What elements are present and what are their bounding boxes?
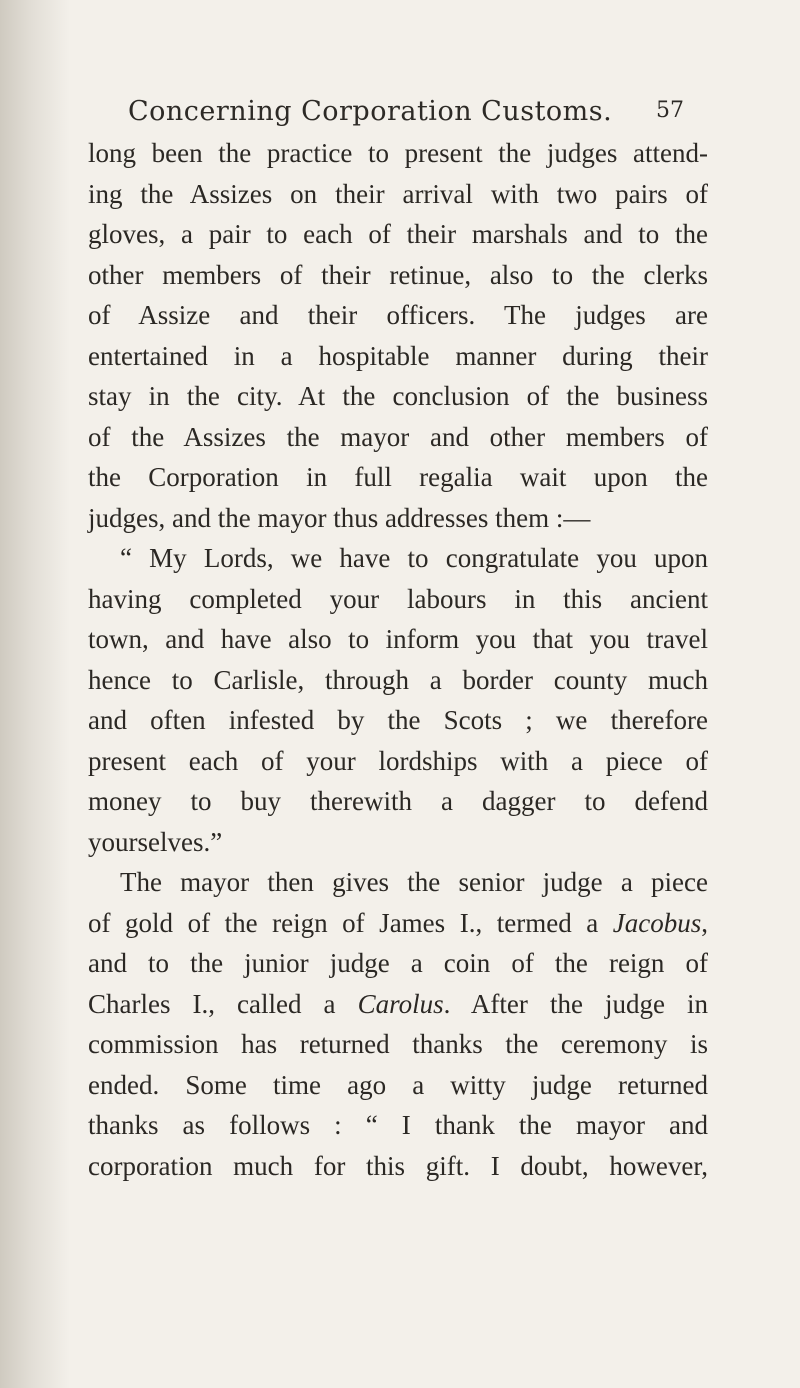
text-line [88, 984, 708, 1025]
text-line [88, 903, 708, 944]
text-fragment: , [701, 907, 708, 938]
text-line: thanks as follows : “ I thank the mayor and [88, 1110, 708, 1140]
italic-term: Jacobus [612, 907, 702, 938]
text-line: The mayor then gives the senior judge a piece [120, 867, 708, 897]
italic-term: Carolus [357, 988, 444, 1019]
text-line: and to the junior judge a coin of the reign of [88, 948, 708, 978]
text-fragment: Charles I., called a [88, 988, 358, 1019]
text-fragment: . After the judge in [443, 988, 709, 1019]
text-line: of Assize and their officers. The judges are [88, 300, 708, 330]
text-line: town, and have also to inform you that you travel [88, 624, 708, 654]
body-text [88, 133, 708, 1186]
text-line: of the Assizes the mayor and other members of [88, 421, 708, 452]
text-fragment: of gold of the reign of James I., termed a [88, 907, 613, 938]
text-line: the Corporation in full regalia wait upon the [88, 462, 708, 492]
text-line: other members of their retinue, also to the clerks [88, 259, 708, 290]
text-line: ended. Some time ago a witty judge returned [88, 1069, 708, 1100]
text-line: corporation much for this gift. I doubt, however, [88, 1150, 708, 1181]
running-title: Concerning Corporation Customs. [128, 96, 613, 127]
text-line: gloves, a pair to each of their marshals and to the [88, 219, 708, 249]
text-line: and often infested by the Scots ; we therefore [88, 705, 708, 735]
text-line: hence to Carlisle, through a border county much [88, 664, 708, 695]
text-line: having completed your labours in this ancient [88, 583, 708, 614]
text-line: present each of your lordships with a piece of [88, 745, 708, 776]
page-number: 57 [656, 98, 684, 123]
text-line: long been the practice to present the judges attend- [88, 138, 708, 168]
text-line: entertained in a hospitable manner during their [88, 340, 708, 371]
text-line: commission has returned thanks the ceremony is [88, 1029, 708, 1059]
text-line: yourselves.” [88, 826, 223, 857]
text-line: money to buy therewith a dagger to defend [88, 786, 708, 816]
text-line: judges, and the mayor thus addresses them :— [88, 502, 591, 533]
text-line: ing the Assizes on their arrival with two pairs of [88, 178, 708, 209]
text-line: stay in the city. At the conclusion of the business [88, 381, 708, 411]
text-line: “ My Lords, we have to congratulate you upon [120, 543, 708, 573]
running-head [128, 96, 684, 136]
